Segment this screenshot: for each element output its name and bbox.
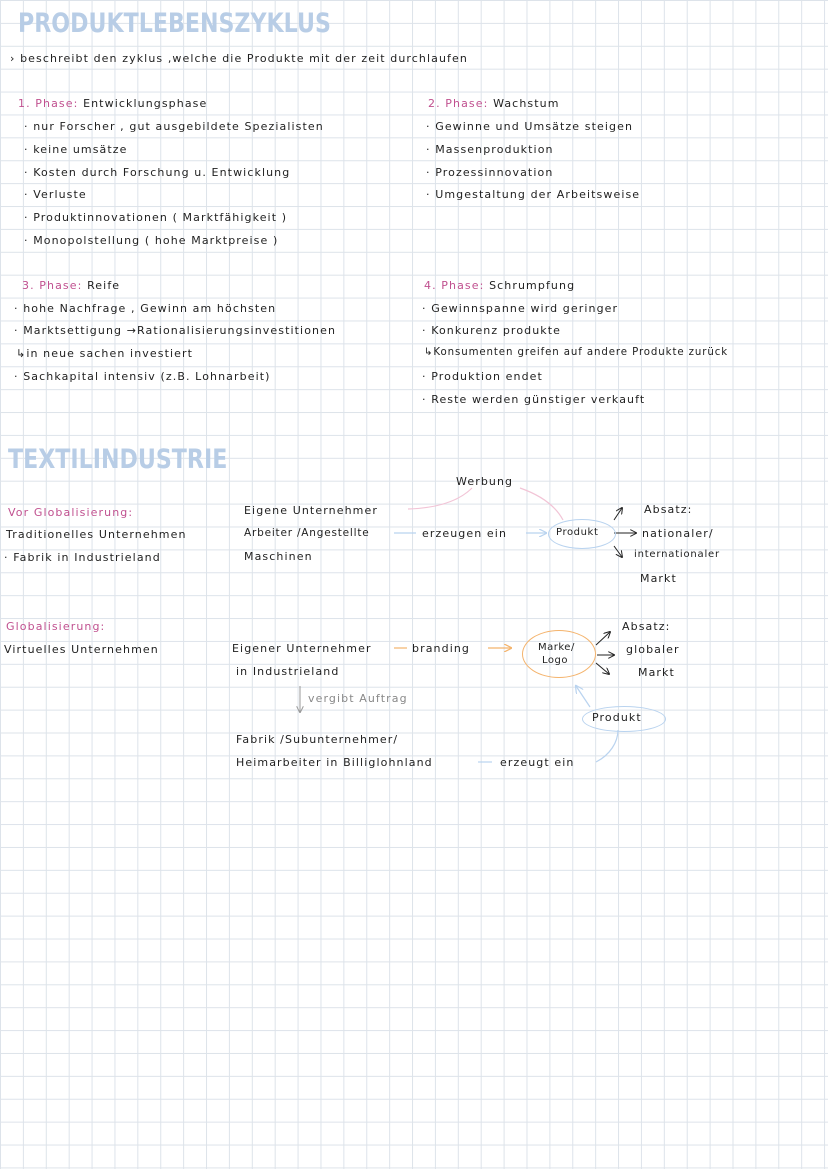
phase4-label: 4. Phase:	[424, 279, 485, 292]
phase4-name: Schrumpfung	[489, 279, 576, 292]
produkt-label-vor: Produkt	[556, 527, 599, 538]
middle-line: Arbeiter /Angestellte	[244, 527, 370, 539]
marke-oval	[522, 630, 596, 678]
absatz-glob: Markt	[638, 666, 675, 679]
title-textilindustrie: TEXTILINDUSTRIE	[8, 444, 228, 475]
phase3-item: · Sachkapital intensiv (z.B. Lohnarbeit)	[14, 370, 271, 383]
glob-line: Virtuelles Unternehmen	[4, 643, 159, 656]
absatz-arrow-down	[614, 546, 622, 557]
absatz-vor: internationaler	[634, 549, 720, 560]
absatz-vor: nationaler/	[642, 527, 714, 540]
absatz-arrow-up	[614, 508, 622, 520]
absatz-vor: Markt	[640, 572, 677, 585]
phase2-item: · Gewinne und Umsätze steigen	[426, 120, 634, 133]
glob-arrow-up	[596, 632, 610, 645]
absatz-glob: globaler	[626, 643, 680, 656]
branding-label: branding	[412, 642, 471, 655]
eigener-line: Eigener Unternehmer	[232, 642, 372, 655]
phase3-name: Reife	[87, 279, 121, 292]
absatz-glob: Absatz:	[622, 620, 671, 633]
globalisierung-heading: Globalisierung:	[6, 620, 106, 633]
eigener-line: in Industrieland	[236, 665, 340, 678]
phase1-name: Entwicklungsphase	[83, 97, 208, 110]
werbung-label: Werbung	[456, 475, 514, 488]
phase1-item: · Kosten durch Forschung u. Entwicklung	[24, 166, 291, 179]
absatz-vor: Absatz:	[644, 503, 693, 516]
vergibt-label: vergibt Auftrag	[308, 692, 408, 705]
erzeugen-label: erzeugen ein	[422, 527, 508, 540]
phase4-item: · Produktion endet	[422, 370, 543, 383]
phase4-item: · Reste werden günstiger verkauft	[422, 393, 646, 406]
phase1-item: · Verluste	[24, 188, 87, 201]
vor-line: Traditionelles Unternehmen	[6, 528, 187, 541]
phase2-label: 2. Phase:	[428, 97, 489, 110]
phase3-item: · Marktsettigung →Rationalisierungsinvestitionen	[14, 324, 337, 337]
middle-line: Maschinen	[244, 550, 313, 563]
phase1-label: 1. Phase:	[18, 97, 79, 110]
phase1-item: · Produktinnovationen ( Marktfähigkeit )	[24, 211, 288, 224]
fabrik-line: Heimarbeiter in Billiglohnland	[236, 756, 433, 769]
phase3-label: 3. Phase:	[22, 279, 83, 292]
phase2-name: Wachstum	[493, 97, 560, 110]
phase1-item: · Monopolstellung ( hohe Marktpreise )	[24, 234, 279, 247]
vor-globalisierung-heading: Vor Globalisierung:	[8, 506, 134, 519]
phase2-item: · Prozessinnovation	[426, 166, 554, 179]
marke-line: Marke/	[538, 642, 575, 653]
werbung-curve-right	[520, 488, 563, 520]
produkt-to-marke-arrow	[576, 686, 590, 707]
produkt-label-glob: Produkt	[592, 711, 642, 724]
phase3-item: ↳in neue sachen investiert	[16, 347, 194, 360]
phase4-item: · Gewinnspanne wird geringer	[422, 302, 619, 315]
title-produktlebenszyklus: PRODUKTLEBENSZYKLUS	[18, 8, 331, 39]
marke-line: Logo	[542, 655, 568, 666]
phase2-item: · Massenproduktion	[426, 143, 554, 156]
erzeugt-to-produkt-curve	[596, 730, 618, 762]
phase1-item: · keine umsätze	[24, 143, 128, 156]
werbung-curve-left	[408, 488, 472, 509]
erzeugt-label: erzeugt ein	[500, 756, 575, 769]
intro-text: › beschreibt den zyklus ,welche die Produkte mit der zeit durchlaufen	[10, 52, 468, 65]
phase4-item: ↳Konsumenten greifen auf andere Produkte zurück	[424, 347, 729, 358]
middle-line: Eigene Unternehmer	[244, 504, 378, 517]
phase3-item: · hohe Nachfrage , Gewinn am höchsten	[14, 302, 277, 315]
vor-line: · Fabrik in Industrieland	[4, 551, 161, 564]
glob-arrow-down	[596, 663, 609, 674]
phase2-item: · Umgestaltung der Arbeitsweise	[426, 188, 641, 201]
fabrik-line: Fabrik /Subunternehmer/	[236, 733, 399, 746]
phase1-item: · nur Forscher , gut ausgebildete Spezialisten	[24, 120, 324, 133]
phase4-item: · Konkurenz produkte	[422, 324, 562, 337]
